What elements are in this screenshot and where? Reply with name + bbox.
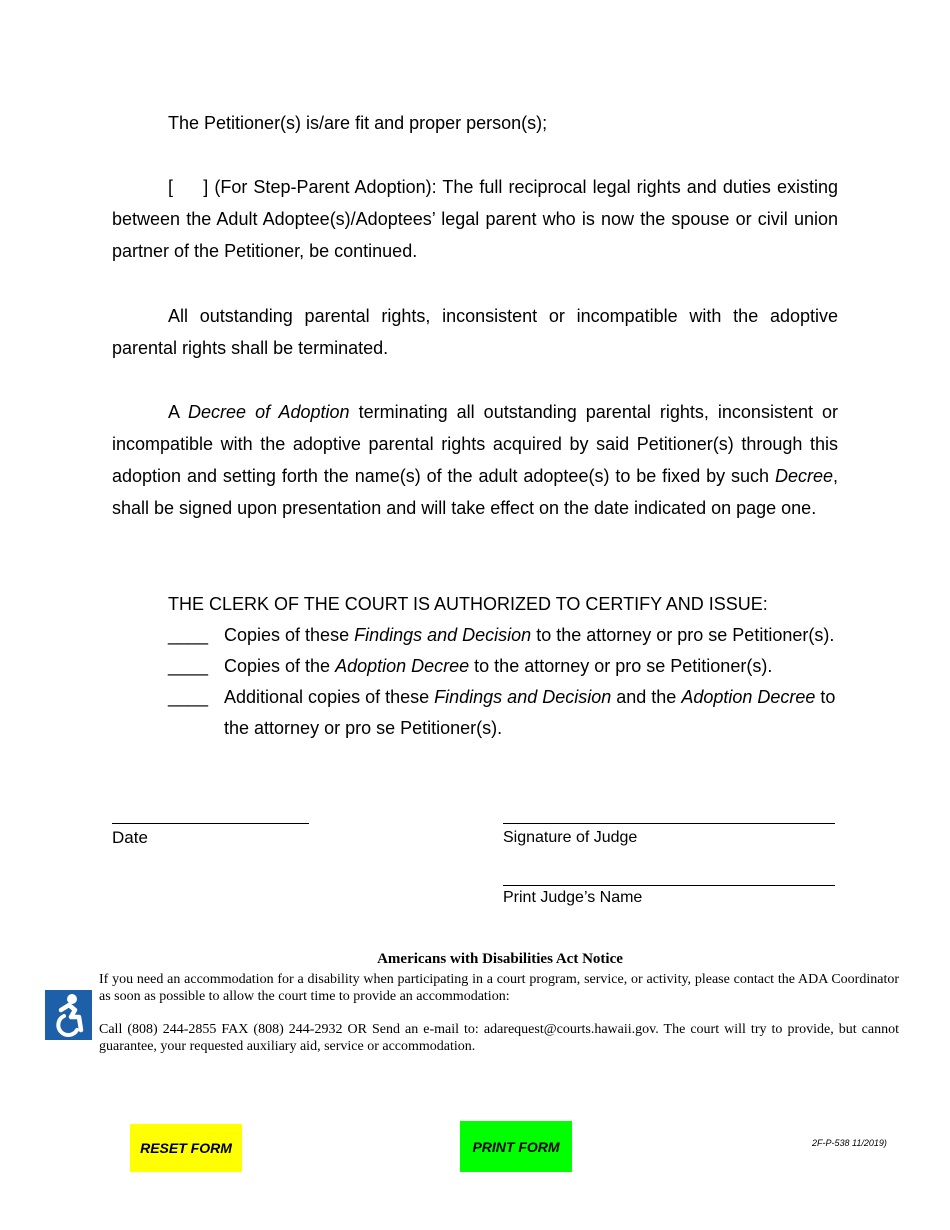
clerk-item-3 [224, 687, 835, 708]
clerk-item-1-b: to the attorney or pro se Petitioner(s). [531, 625, 835, 645]
date-line[interactable] [112, 823, 309, 824]
step-parent-text: (For Step-Parent Adoption): The full reciprocal legal rights and duties existing between the Adult Adoptee(s)/Adoptees’ legal parent who is now the spouse or civil union partner of the Petitioner, be continued. [112, 177, 838, 261]
clerk-item-1-blank[interactable]: ____ [168, 625, 209, 645]
clerk-item-3-line-2: the attorney or pro se Petitioner(s). [224, 718, 503, 738]
clerk-item-2 [224, 656, 772, 677]
date-label: Date [112, 828, 148, 847]
judge-signature-label: Signature of Judge [503, 829, 638, 846]
decree-text-b: terminating all outstanding parental rights, inconsistent or incompatible with the adoptive parental rights acquired by said Petitioner(s) through this adoption and setting forth the name(s) of the adult adoptee(s) to be fixed by such [112, 402, 839, 486]
print-form-button[interactable]: PRINT FORM [460, 1121, 572, 1172]
decree-text-a: A [168, 402, 189, 422]
step-parent-checkbox[interactable]: [ ] [168, 177, 209, 197]
decree-italic: Decree [774, 466, 833, 486]
clerk-heading: THE CLERK OF THE COURT IS AUTHORIZED TO CERTIFY AND ISSUE: [168, 594, 768, 614]
clerk-item-1-a: Copies of these [224, 625, 355, 645]
finding-step-parent [112, 171, 838, 267]
clerk-item-1-italic: Findings and Decision [354, 625, 532, 645]
parental-rights-text: All outstanding parental rights, inconsistent or incompatible with the adoptive parental rights shall be terminated. [112, 306, 838, 358]
clerk-item-3-blank[interactable]: ____ [168, 687, 209, 707]
clerk-item-2-italic: Adoption Decree [335, 656, 470, 676]
decree-of-adoption-italic: Decree of Adoption [188, 402, 350, 422]
reset-form-button[interactable]: RESET FORM [130, 1124, 242, 1172]
clerk-item-2-blank[interactable]: ____ [168, 656, 209, 676]
clerk-item-2-b: to the attorney or pro se Petitioner(s). [469, 656, 773, 676]
clerk-item-3-italic-1: Findings and Decision [434, 687, 612, 707]
clerk-item-1 [224, 625, 834, 646]
judge-signature-line[interactable] [503, 823, 835, 824]
clerk-item-2-a: Copies of the [224, 656, 336, 676]
finding-decree-of-adoption [112, 396, 838, 524]
clerk-item-3-italic-2: Adoption Decree [681, 687, 816, 707]
ada-title: Americans with Disabilities Act Notice [377, 951, 623, 967]
accessibility-icon [45, 990, 92, 1040]
judge-name-line[interactable] [503, 885, 835, 886]
form-number: 2F-P-538 11/2019) [812, 1138, 887, 1148]
ada-paragraph-1: If you need an accommodation for a disability when participating in a court program, service, or activity, please contact the ADA Coordinator as soon as possible to allow the court time to provide an accommodation: [99, 972, 899, 1004]
clerk-item-3-a: Additional copies of these [224, 687, 435, 707]
clerk-item-3-c: to [815, 687, 836, 707]
ada-paragraph-2: Call (808) 244-2855 FAX (808) 244-2932 OR Send an e-mail to: adarequest@courts.hawaii.gov. The court will try to provide, but cannot guarantee, your requested auxiliary aid, service or accommodation. [99, 1022, 899, 1054]
clerk-item-3-b: and the [611, 687, 682, 707]
finding-fit-and-proper [112, 107, 838, 139]
finding-parental-rights-terminated [112, 300, 838, 364]
finding-fit-and-proper-text: The Petitioner(s) is/are fit and proper person(s); [168, 113, 548, 133]
decree-text-c: , shall be signed upon presentation and will take effect on the date indicated on page one. [112, 466, 838, 518]
judge-name-label: Print Judge’s Name [503, 889, 643, 906]
